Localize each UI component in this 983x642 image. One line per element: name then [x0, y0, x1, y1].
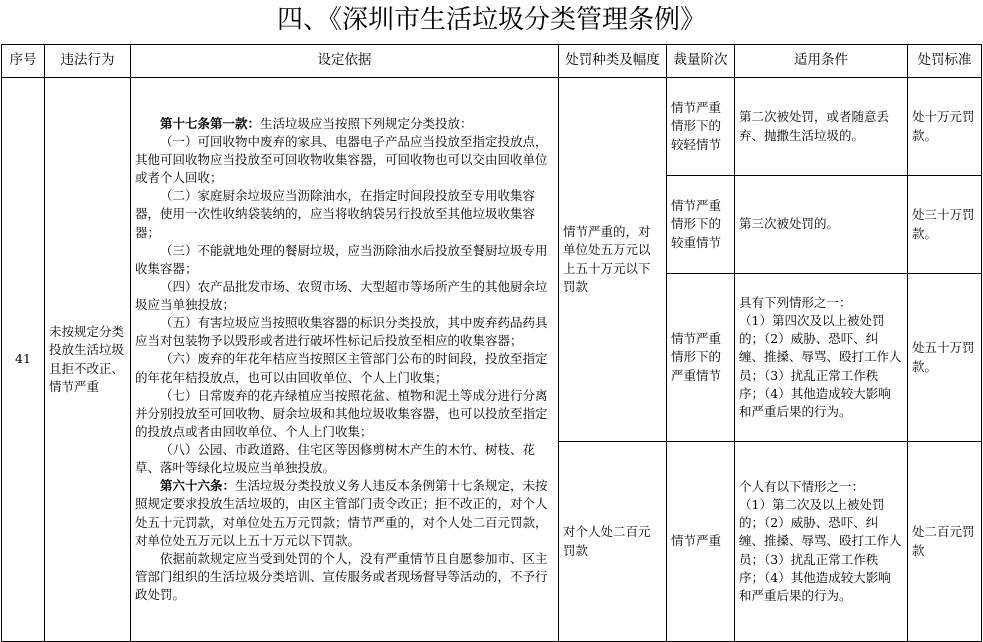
tier-level: 情节严重情形下的较重情节: [667, 176, 735, 274]
tier-condition: 第二次被处罚，或者随意丢弃、抛撒生活垃圾的。: [735, 78, 908, 176]
basis-paragraph: （五）有害垃圾应当按照收集容器的标识分类投放，其中废弃药品药具应当对包装物予以毁形或者进行破坏性标记后投放至相应的收集容器；: [135, 315, 548, 349]
tier-standard: 处三十万罚款。: [908, 176, 982, 274]
penalty-range-unit: 情节严重的，对单位处五万元以上五十万元以下罚款: [559, 78, 667, 442]
condition-lead: 具有下列情形之一：: [739, 295, 852, 311]
tier-condition: [735, 442, 908, 642]
basis-paragraph: 依据前款规定应当受到处罚的个人，没有严重情节且自愿参加市、区主管部门组织的生活垃圾分类培训、宣传服务或者现场督导等活动的，不予行政处罚。: [135, 550, 548, 603]
header-standard: 处罚标准: [908, 45, 982, 78]
header-penalty-range: 处罚种类及幅度: [559, 45, 667, 78]
header-discretion-level: 裁量阶次: [667, 45, 735, 78]
condition-list: （1）第四次及以上被处罚的；（2）威胁、恐吓、纠缠、推搡、辱骂、殴打工作人员；（3）扰乱正常工作秩序；（4）其他造成较大影响和严重后果的行为。: [739, 313, 902, 419]
tier-standard: 处五十万罚款。: [908, 274, 982, 442]
tier-level: 情节严重情形下的严重情节: [667, 274, 735, 442]
basis-paragraph: （七）日常废弃的花卉绿植应当按照花盆、植物和泥土等成分进行分离并分别投放至可回收物、厨余垃圾和其他垃圾收集容器，也可以投放至指定的投放点或者由回收单位、个人上门收集；: [135, 387, 548, 439]
header-basis: 设定依据: [131, 45, 559, 78]
tier-standard: 处二百元罚款: [908, 442, 982, 642]
header-violation: 违法行为: [45, 45, 131, 78]
header-number: 序号: [2, 45, 45, 78]
header-row: [2, 45, 982, 78]
basis-paragraph: （六）废弃的年花年桔应当按照区主管部门公布的时间段，投放至指定的年花年桔投放点，也可以由回收单位、个人上门收集；: [135, 351, 548, 385]
basis-paragraph: 第十七条第一款：生活垃圾应当按照下列规定分类投放：: [160, 115, 473, 131]
basis-paragraph: （四）农产品批发市场、农贸市场、大型超市等场所产生的其他厨余垃圾应当单独投放；: [135, 278, 548, 313]
basis-cell: [131, 78, 559, 642]
page-title: 四、《深圳市生活垃圾分类管理条例》: [276, 5, 706, 35]
basis-paragraph: 第六十六条：生活垃圾分类投放义务人违反本条例第十七条规定，未按照规定要求投放生活垃圾的，由区主管部门责令改正；拒不改正的，对个人处五十元罚款，对单位处五万元罚款；情节严重的，对个人处二百元罚款，对单位处五万元以上五十万元以下罚款。: [135, 478, 548, 548]
tier-condition: [735, 274, 908, 442]
basis-paragraph: （三）不能就地处理的餐厨垃圾，应当沥除油水后投放至餐厨垃圾专用收集容器；: [135, 242, 548, 276]
header-condition: 适用条件: [735, 45, 908, 78]
basis-paragraph: （八）公园、市政道路、住宅区等因修剪树木产生的木竹、树枝、花草、落叶等绿化垃圾应当单独投放。: [135, 442, 536, 476]
condition-lead: 个人有以下情形之一：: [739, 479, 865, 495]
violation-cell: 未按规定分类投放生活垃圾且拒不改正、情节严重: [45, 78, 131, 642]
basis-paragraph: （二）家庭厨余垃圾应当沥除油水，在指定时间段投放至专用收集容器，使用一次性收纳袋装纳的，应当将收纳袋另行投放至其他垃圾收集容器；: [135, 188, 536, 240]
table-row: [2, 78, 982, 176]
tier-condition: 第三次被处罚的。: [735, 176, 908, 274]
penalty-range-individual: 对个人处二百元罚款: [559, 442, 667, 642]
basis-paragraph: （一）可回收物中废弃的家具、电器电子产品应当投放至指定投放点，其他可回收物应当投放至可回收物收集容器，可回收物也可以交由回收单位或者个人回收；: [135, 133, 548, 186]
row-number: 41: [2, 78, 45, 642]
condition-list: （1）第二次及以上被处罚的；（2）威胁、恐吓、纠缠、推搡、辱骂、殴打工作人员；（3）扰乱正常工作秩序；（4）其他造成较大影响和严重后果的行为。: [739, 497, 902, 603]
tier-level: 情节严重: [667, 442, 735, 642]
tier-standard: 处十万元罚款。: [908, 78, 982, 176]
penalty-table: [1, 44, 982, 642]
tier-level: 情节严重情形下的较轻情节: [667, 78, 735, 176]
